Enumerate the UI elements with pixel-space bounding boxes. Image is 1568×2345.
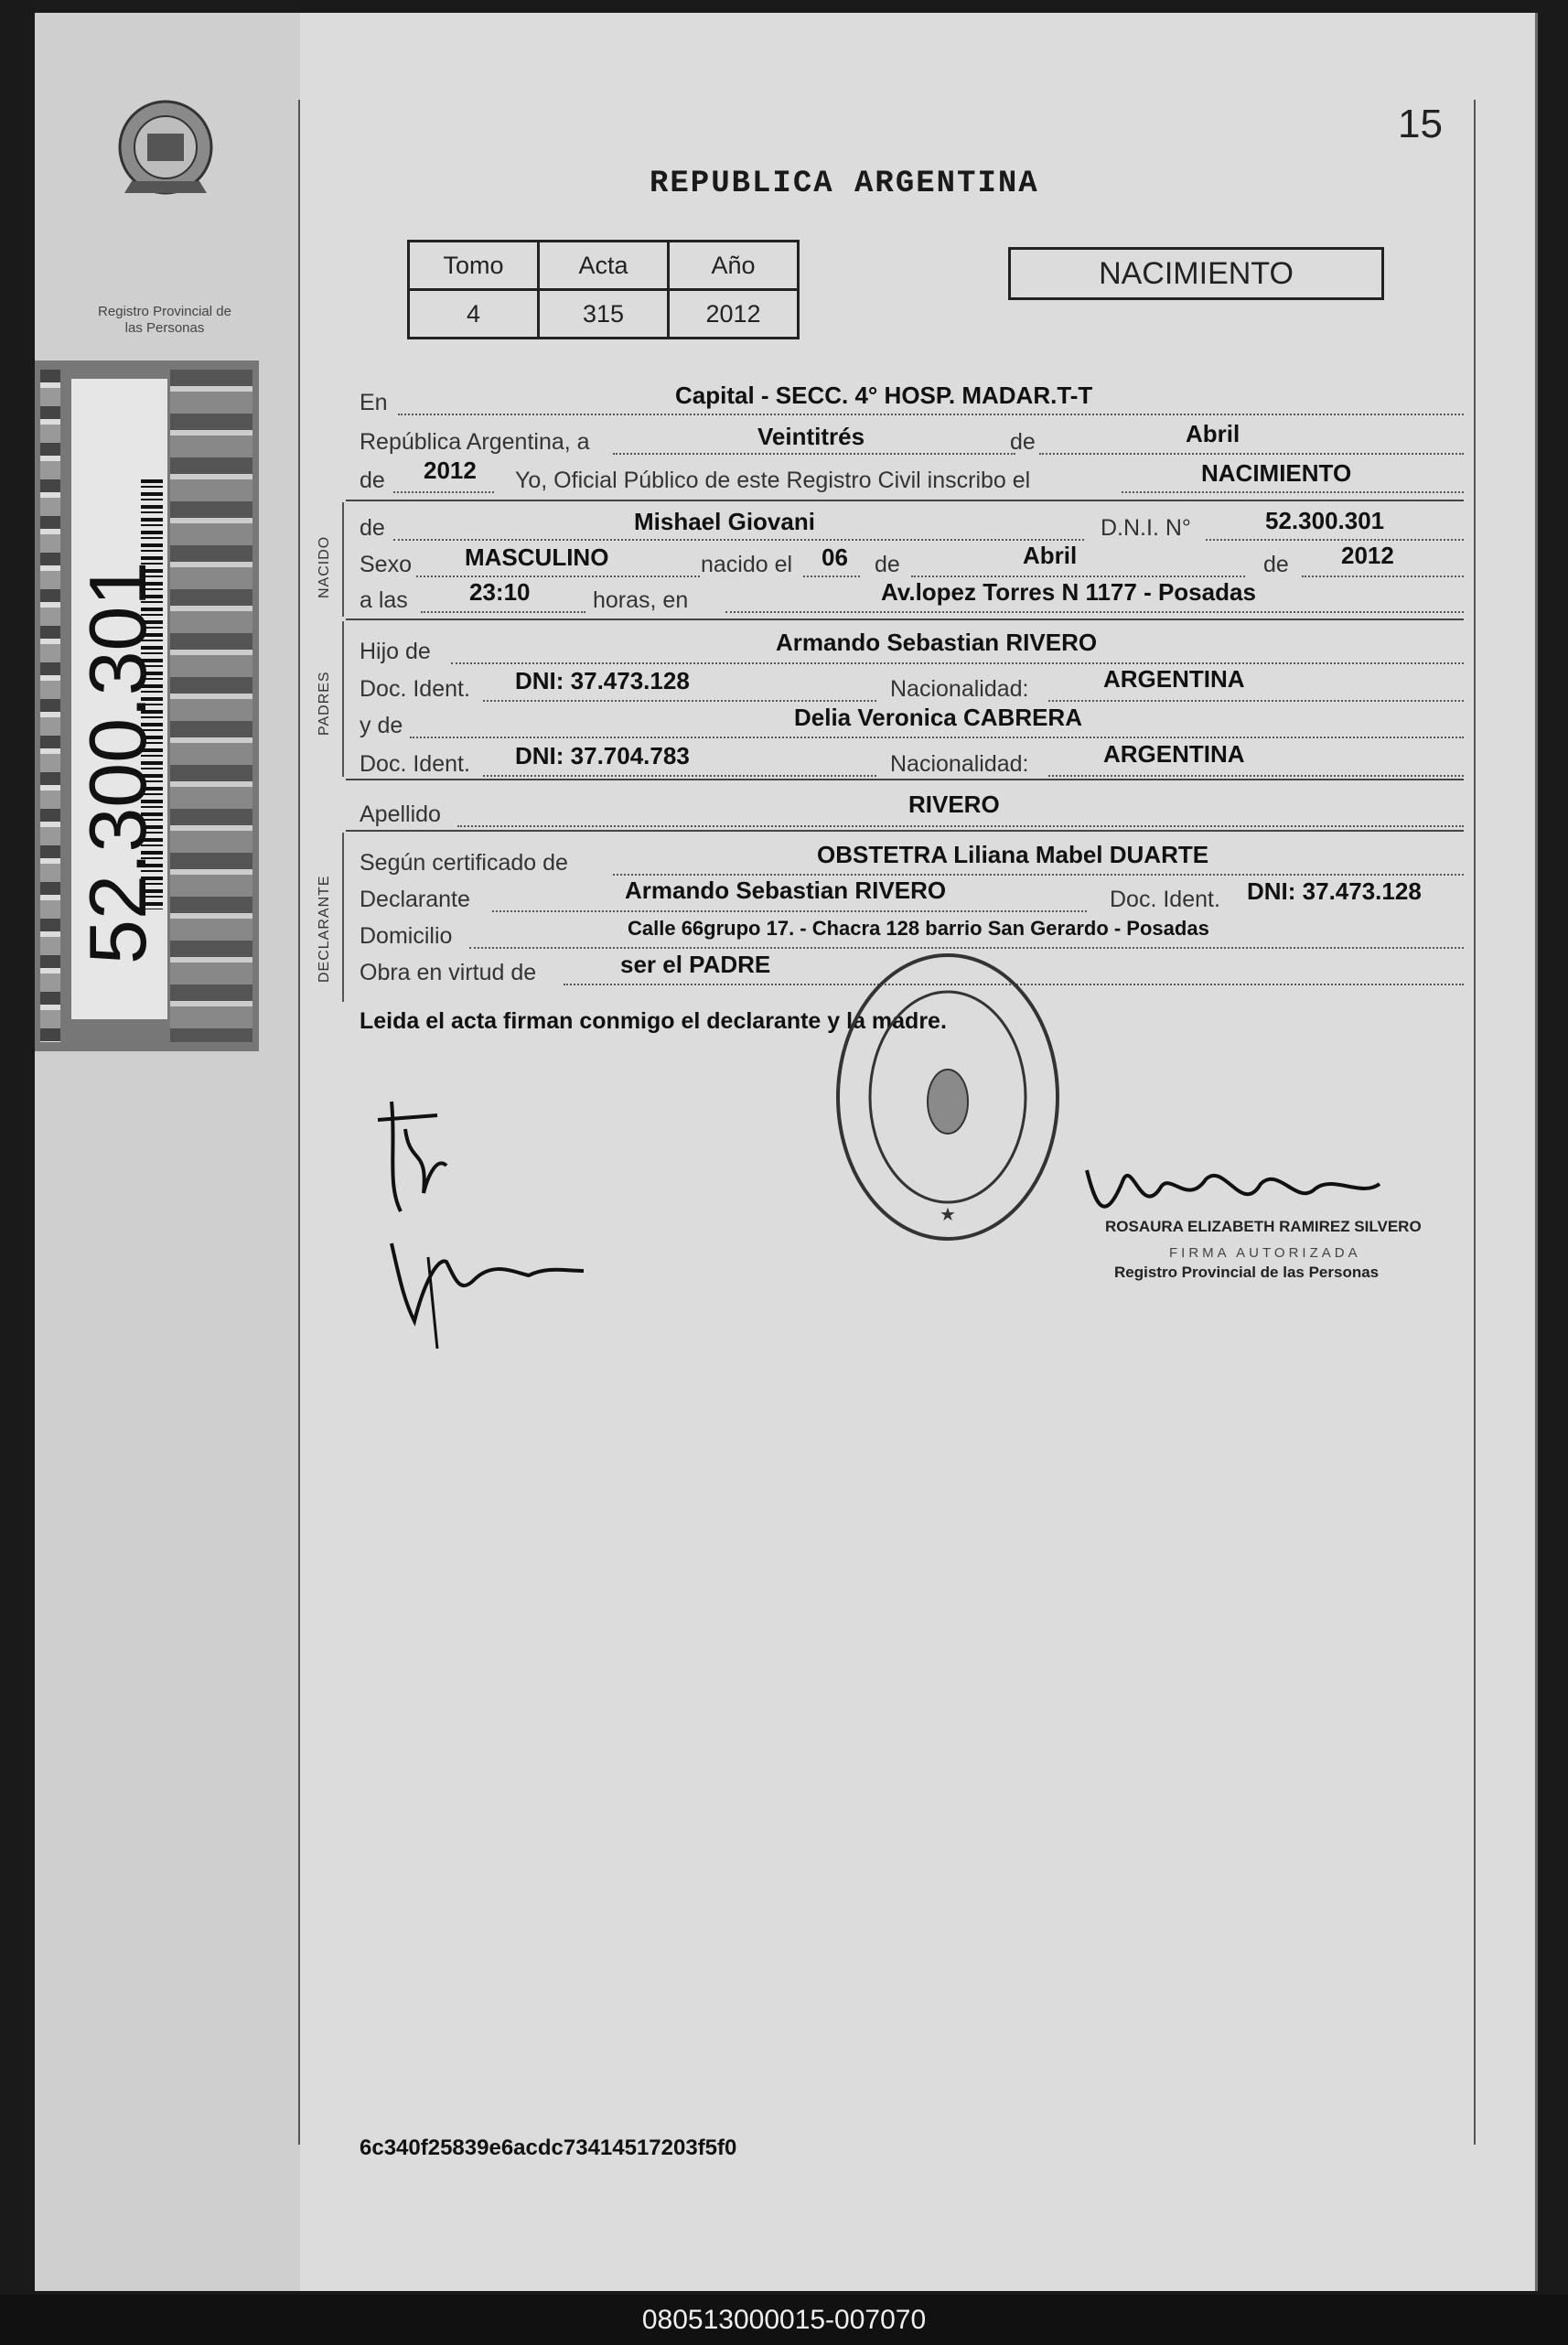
official-stamp [829, 946, 1067, 1248]
label-a-las: a las [360, 587, 408, 613]
label-sexo: Sexo [360, 552, 412, 577]
label-de: de [1010, 429, 1036, 455]
value-dni-nacido: 52.300.301 [1265, 507, 1385, 534]
label-y-de: y de [360, 713, 403, 738]
label-horas-en: horas, en [593, 587, 689, 613]
footer-id: 080513000015-007070 [0, 2295, 1568, 2345]
value-anio-nacimiento: 2012 [1341, 542, 1394, 569]
value-dni-madre: DNI: 37.704.783 [515, 742, 690, 769]
label-nacionalidad-madre: Nacionalidad: [890, 751, 1029, 777]
registry-emblem [115, 97, 216, 207]
value-nacionalidad-padre: ARGENTINA [1103, 665, 1245, 693]
label-hijo-de: Hijo de [360, 639, 431, 664]
label-republica: República Argentina, a [360, 429, 590, 455]
value-dia-texto: Veintitrés [757, 423, 865, 450]
label-declarante: Declarante [360, 887, 470, 912]
value-obra: ser el PADRE [620, 951, 771, 978]
label-de-anio: de [360, 468, 385, 493]
value-lugar-registro: Capital - SECC. 4° HOSP. MADAR.T-T [675, 382, 1093, 409]
document-hash: 6c340f25839e6acdc73414517203f5f0 [360, 2135, 737, 2160]
label-doc-padre: Doc. Ident. [360, 676, 470, 702]
value-mes-nacimiento: Abril [1023, 542, 1078, 569]
value-mes: Abril [1186, 420, 1240, 447]
value-certificado: OBSTETRA Liliana Mabel DUARTE [817, 841, 1209, 868]
value-hora: 23:10 [469, 578, 531, 606]
header-tomo: Tomo [409, 242, 539, 290]
label-obra-en-virtud: Obra en virtud de [360, 960, 537, 985]
value-dni-padre: DNI: 37.473.128 [515, 667, 690, 694]
label-dni: D.N.I. N° [1101, 515, 1191, 541]
value-lugar-nacimiento: Av.lopez Torres N 1177 - Posadas [881, 578, 1256, 606]
id-strip [35, 360, 259, 1051]
left-margin [35, 13, 300, 2291]
value-anio: 2012 [669, 290, 799, 339]
document-title: REPUBLICA ARGENTINA [650, 167, 1039, 201]
label-doc-madre: Doc. Ident. [360, 751, 470, 777]
official-signer-name: ROSAURA ELIZABETH RAMIREZ SILVERO [1105, 1218, 1422, 1235]
registry-caption: Registro Provincial de las Personas [98, 304, 231, 336]
official-signature [1069, 1134, 1453, 1298]
section-label-nacido: NACIDO [317, 535, 332, 598]
value-dni-declarante: DNI: 37.473.128 [1247, 877, 1422, 905]
record-table [407, 240, 800, 339]
header-anio: Año [669, 242, 799, 290]
section-label-declarante: DECLARANTE [317, 875, 332, 983]
value-apellido: RIVERO [908, 791, 1000, 818]
closing-statement: Leida el acta firman conmigo el declarante y la madre. [360, 1008, 947, 1034]
header-acta: Acta [539, 242, 669, 290]
value-sexo: MASCULINO [465, 543, 609, 571]
value-dia-nacimiento: 06 [822, 543, 848, 571]
value-tomo: 4 [409, 290, 539, 339]
label-apellido: Apellido [360, 801, 441, 827]
document-page [35, 13, 1538, 2291]
value-domicilio: Calle 66grupo 17. - Chacra 128 barrio San Gerardo - Posadas [628, 917, 1209, 940]
record-type-box: NACIMIENTO [1008, 247, 1384, 300]
label-nacionalidad-padre: Nacionalidad: [890, 676, 1029, 702]
label-en: En [360, 390, 388, 415]
value-nombre: Mishael Giovani [634, 508, 815, 535]
label-inscribo: Yo, Oficial Público de este Registro Civil inscribo el [515, 468, 1031, 493]
value-acta: 315 [539, 290, 669, 339]
value-nacionalidad-madre: ARGENTINA [1103, 740, 1245, 768]
official-signer-title: FIRMA AUTORIZADA [1169, 1245, 1361, 1261]
value-declarante: Armando Sebastian RIVERO [625, 877, 947, 904]
declarant-signature [373, 1074, 620, 1349]
value-madre: Delia Veronica CABRERA [794, 704, 1082, 731]
label-domicilio: Domicilio [360, 923, 453, 949]
official-signer-org: Registro Provincial de las Personas [1114, 1264, 1380, 1281]
id-number: 52.300.301 [72, 561, 163, 964]
section-label-padres: PADRES [317, 671, 332, 736]
value-tipo-inscripcion: NACIMIENTO [1201, 459, 1352, 487]
svg-text:★: ★ [940, 1205, 956, 1225]
label-nacido-el: nacido el [701, 552, 793, 577]
value-padre: Armando Sebastian RIVERO [776, 629, 1098, 656]
label-doc-declarante: Doc. Ident. [1110, 887, 1220, 912]
label-nombre: de [360, 515, 385, 541]
value-anio-inscripcion: 2012 [424, 457, 477, 484]
label-de-anio-nac: de [1263, 552, 1289, 577]
page-number: 15 [1398, 102, 1443, 146]
label-de-mes: de [875, 552, 900, 577]
label-segun-certificado: Según certificado de [360, 850, 568, 876]
